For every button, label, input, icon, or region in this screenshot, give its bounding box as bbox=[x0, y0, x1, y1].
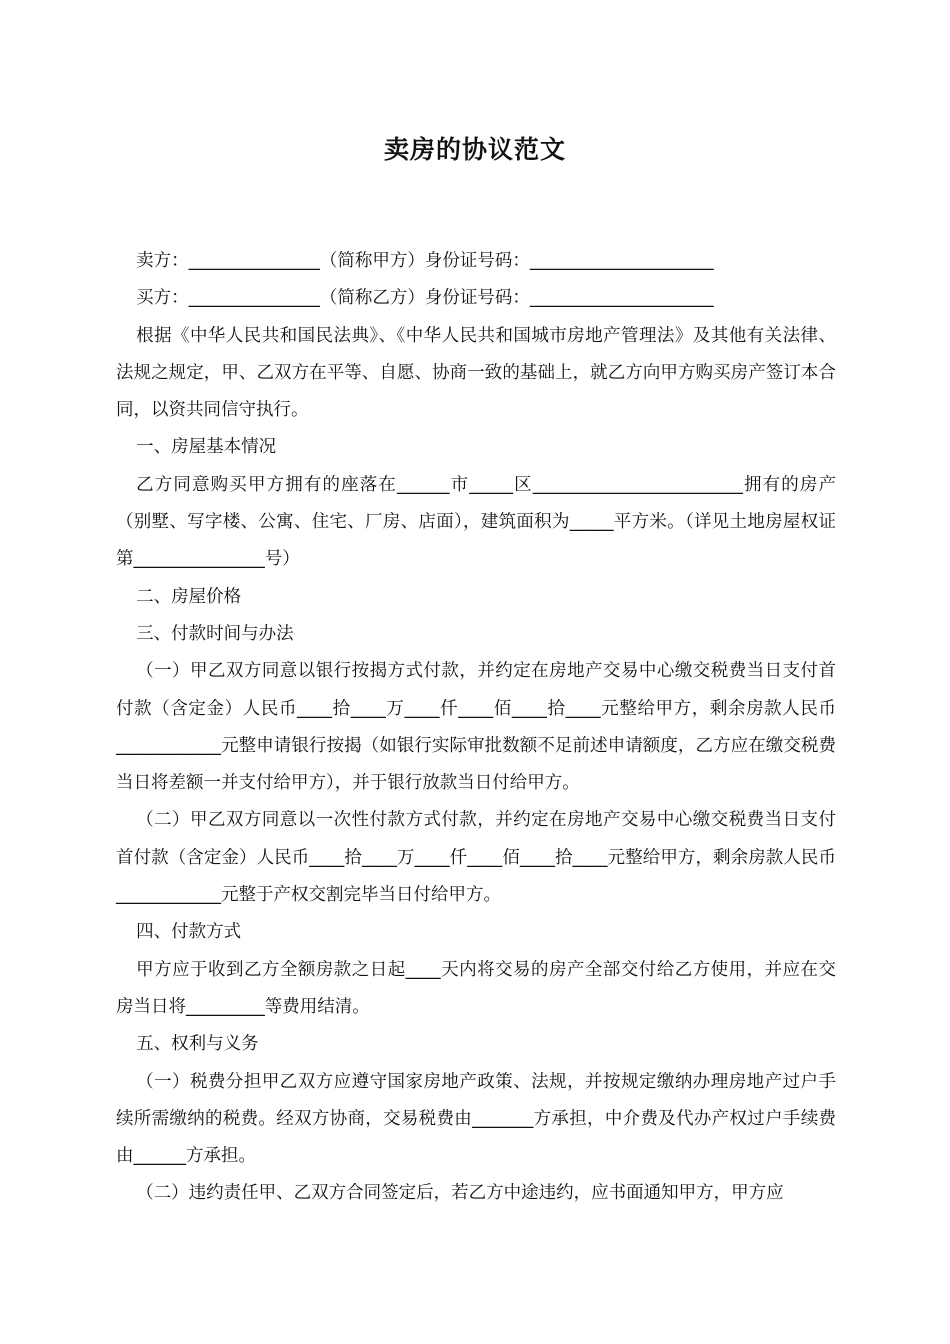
section-heading-2: 二、房屋价格 bbox=[136, 586, 242, 607]
handover-paragraph: 甲方应于收到乙方全额房款之日起____天内将交易的房产全部交付给乙方使用，并应在交房当日将_________等费用结清。 bbox=[116, 959, 836, 1017]
seller-line: 卖方：_______________（简称甲方）身份证号码：_____________________ bbox=[136, 251, 714, 271]
lump-sum-payment-paragraph: （二）甲乙双方同意以一次性付款方式付款，并约定在房地产交易中心缴交税费当日支付首付款（含定金）人民币____拾____万____仟____佰____拾____元整给甲方，剩余房款人民币____________元整于产权交割完毕当日付给甲方。 bbox=[116, 810, 836, 906]
section-heading-3: 三、付款时间与办法 bbox=[136, 623, 294, 644]
document-body bbox=[116, 243, 836, 1213]
document-title: 卖房的协议范文 bbox=[383, 135, 566, 164]
buyer-line: 买方：_______________（简称乙方）身份证号码：_____________________ bbox=[136, 288, 714, 309]
tax-sharing-paragraph: （一）税费分担甲乙双方应遵守国家房地产政策、法规，并按规定缴纳办理房地产过户手续所需缴纳的税费。经双方协商，交易税费由_______方承担，中介费及代办产权过户手续费由______方承担。 bbox=[116, 1071, 836, 1167]
section-heading-4: 四、付款方式 bbox=[136, 922, 242, 943]
breach-liability-paragraph: （二）违约责任甲、乙双方合同签定后，若乙方中途违约，应书面通知甲方，甲方应 bbox=[136, 1183, 784, 1204]
mortgage-payment-paragraph: （一）甲乙双方同意以银行按揭方式付款，并约定在房地产交易中心缴交税费当日支付首付款（含定金）人民币____拾____万____仟____佰____拾____元整给甲方，剩余房款人民币____________元整申请银行按揭（如银行实际审批数额不足前述申请额度，乙方应在缴交税费当日将差额一并支付给甲方），并于银行放款当日付给甲方。 bbox=[116, 661, 836, 794]
preamble-paragraph: 根据《中华人民共和国民法典》、《中华人民共和国城市房地产管理法》及其他有关法律、法规之规定，甲、乙双方在平等、自愿、协商一致的基础上，就乙方向甲方购买房产签订本合同，以资共同信守执行。 bbox=[116, 325, 836, 421]
property-info-paragraph: 乙方同意购买甲方拥有的座落在______市_____区________________________拥有的房产（别墅、写字楼、公寓、住宅、厂房、店面），建筑面积为_____平方米。（详见土地房屋权证第_______________号） bbox=[116, 474, 836, 570]
section-heading-1: 一、房屋基本情况 bbox=[136, 437, 277, 458]
section-heading-5: 五、权利与义务 bbox=[136, 1034, 259, 1055]
